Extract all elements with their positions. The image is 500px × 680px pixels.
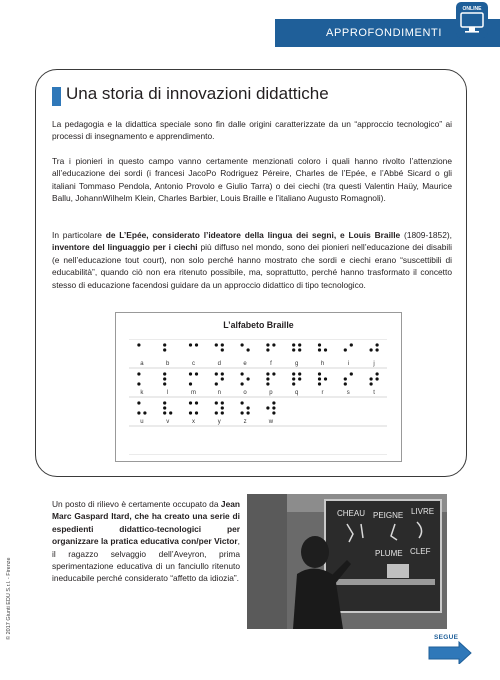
braille-dot: [169, 411, 172, 414]
braille-dot: [350, 372, 353, 375]
braille-dot: [163, 348, 166, 351]
braille-dot: [292, 372, 295, 375]
braille-dot: [298, 372, 301, 375]
braille-dot: [376, 372, 379, 375]
braille-dot: [189, 382, 192, 385]
braille-dot: [272, 372, 275, 375]
braille-cell-y: [215, 401, 224, 425]
braille-cell-j: [370, 343, 379, 367]
copyright-vertical: © 2017 Giunti EDU S.r.l. - Firenze: [6, 557, 12, 640]
photo-word-1: CHEAU: [337, 509, 366, 518]
braille-cell-z: [241, 401, 250, 425]
braille-letter-label: o: [243, 390, 247, 396]
braille-dot: [215, 411, 218, 414]
braille-dot: [137, 372, 140, 375]
braille-letter-label: k: [140, 390, 144, 396]
braille-dot: [195, 411, 198, 414]
next-page-label: SEGUE: [434, 634, 459, 641]
paragraph-itard: Un posto di rilievo è certamente occupato da Jean Marc Gaspard Itard, che ha creato una serie di espedienti didattico-tecnologici per organizzare la pratica educativa con/per Victor, il ragazzo selvaggio dell’Aveyron, prima sperimentazione educativa di un fanciullo ritenuto ineducabile perché considerato “affetto da idiozia”.: [52, 499, 240, 584]
braille-dot: [241, 382, 244, 385]
braille-dot: [370, 382, 373, 385]
braille-dot: [221, 372, 224, 375]
braille-dot: [215, 382, 218, 385]
braille-dot: [298, 348, 301, 351]
braille-letter-label: j: [373, 361, 375, 367]
braille-cell-f: [266, 343, 275, 367]
braille-cell-q: [292, 372, 301, 396]
braille-grid: [129, 339, 387, 455]
braille-dot: [195, 401, 198, 404]
braille-dot: [318, 348, 321, 351]
braille-table: [129, 339, 387, 455]
braille-cell-c: [189, 343, 198, 367]
braille-letter-label: e: [243, 361, 247, 367]
online-monitor-icon[interactable]: [452, 0, 492, 40]
braille-dot: [163, 411, 166, 414]
braille-dot: [272, 343, 275, 346]
photo-word-3: LIVRE: [411, 507, 435, 516]
paragraph-epee-braille: In particolare de L’Epée, considerato l’ideatore della lingua dei segni, e Louis Braille (1809-1852), inventore del linguaggio per i ciechi più diffuso nel mondo, sono dei pionieri nell’educazione dei disabili (e nell’educazione tout court), non solo perché hanno mostrato che sordi e ciechi erano “suscettibili di educabilità”, quando ciò non era ritenuto possibile, ma, soprattutto, perché hanno trasformato il concetto stesso di educazione facendosi guidare da un approccio didattico di tipo tecnologico.: [52, 230, 453, 290]
braille-cell-s: [344, 372, 353, 396]
photo-word-4: PLUME: [375, 549, 403, 558]
braille-letter-label: l: [167, 390, 169, 396]
braille-letter-label: t: [373, 390, 375, 396]
braille-letter-label: w: [268, 419, 274, 425]
braille-dot: [298, 377, 301, 380]
blackboard-photo: [247, 494, 447, 629]
braille-dot: [221, 343, 224, 346]
braille-dot: [292, 348, 295, 351]
braille-cell-w: [266, 401, 275, 425]
arrow-right-icon: [425, 634, 475, 664]
braille-dot: [137, 411, 140, 414]
braille-letter-label: g: [295, 361, 299, 367]
braille-letter-label: c: [192, 361, 195, 367]
braille-dot: [163, 401, 166, 404]
braille-cell-m: [189, 372, 198, 396]
braille-letter-label: v: [166, 419, 170, 425]
braille-letter-label: d: [217, 361, 221, 367]
braille-letter-label: y: [217, 419, 221, 425]
braille-dot: [376, 343, 379, 346]
braille-letter-label: b: [166, 361, 170, 367]
braille-letter-label: z: [243, 419, 247, 425]
braille-dot: [318, 343, 321, 346]
braille-dot: [266, 348, 269, 351]
braille-dot: [298, 343, 301, 346]
braille-dot: [272, 411, 275, 414]
braille-cell-a: [137, 343, 144, 367]
braille-dot: [221, 411, 224, 414]
braille-dot: [292, 377, 295, 380]
braille-dot: [163, 382, 166, 385]
figure-title: L’alfabeto Braille: [223, 320, 294, 330]
braille-dot: [215, 401, 218, 404]
braille-dot: [241, 343, 244, 346]
braille-letter-label: q: [295, 390, 299, 396]
braille-cell-x: [189, 401, 198, 425]
braille-dot: [163, 343, 166, 346]
braille-dot: [318, 382, 321, 385]
braille-cell-r: [318, 372, 327, 396]
braille-dot: [241, 372, 244, 375]
braille-letter-label: r: [321, 390, 324, 396]
braille-dot: [143, 411, 146, 414]
braille-dot: [163, 377, 166, 380]
braille-dot: [266, 372, 269, 375]
braille-dot: [272, 406, 275, 409]
braille-letter-label: f: [270, 361, 272, 367]
braille-dot: [195, 372, 198, 375]
braille-cell-e: [241, 343, 250, 367]
braille-cell-t: [370, 372, 379, 396]
braille-dot: [324, 348, 327, 351]
braille-dot: [247, 348, 250, 351]
online-label: ONLINE: [462, 6, 482, 12]
braille-cell-n: [215, 372, 224, 396]
braille-dot: [215, 343, 218, 346]
braille-dot: [344, 348, 347, 351]
braille-dot: [221, 348, 224, 351]
braille-dot: [189, 401, 192, 404]
braille-dot: [344, 377, 347, 380]
braille-dot: [247, 411, 250, 414]
braille-dot: [318, 377, 321, 380]
braille-cell-k: [137, 372, 144, 396]
braille-dot: [272, 401, 275, 404]
braille-dot: [163, 406, 166, 409]
braille-dot: [324, 377, 327, 380]
braille-cell-l: [163, 372, 168, 396]
paragraph-pioneers: Tra i pionieri in questo campo vanno certamente menzionati coloro i quali hanno rivolto l’attenzione all’educazione dei sordi (i francesi JacoPo Rodriguez Péreire, Charles de l’Epée, e l’Abbé Sicard o gli italiani Tommaso Pendola, Antonio Provolo e Giulio Tarra) o dei ciechi (tra questi Valentin Haüy, Maurice Ballu, JohannWilhelm Klein, Charles Barbier, Louis Braille e l’italiano Augusto Romagnoli).: [52, 156, 452, 204]
page-title: Una storia di innovazioni didattiche: [66, 84, 329, 103]
braille-cell-d: [215, 343, 224, 367]
braille-dot: [370, 348, 373, 351]
braille-dot: [241, 401, 244, 404]
braille-dot: [163, 372, 166, 375]
braille-cell-g: [292, 343, 301, 367]
braille-cell-v: [163, 401, 172, 425]
braille-letter-label: h: [320, 361, 325, 367]
braille-dot: [189, 411, 192, 414]
braille-dot: [376, 377, 379, 380]
braille-letter-label: m: [191, 390, 196, 396]
braille-cell-b: [163, 343, 170, 367]
next-page-button[interactable]: [425, 634, 475, 664]
braille-dot: [221, 406, 224, 409]
braille-letter-label: x: [192, 419, 195, 425]
braille-dot: [318, 372, 321, 375]
braille-dot: [292, 382, 295, 385]
braille-dot: [215, 372, 218, 375]
braille-letter-label: u: [140, 419, 144, 425]
braille-letter-label: s: [346, 390, 350, 396]
braille-dot: [350, 343, 353, 346]
section-label: APPROFONDIMENTI: [326, 27, 442, 39]
braille-dot: [266, 406, 269, 409]
braille-dot: [376, 348, 379, 351]
braille-dot: [137, 343, 140, 346]
braille-letter-label: n: [217, 390, 221, 396]
braille-dot: [344, 382, 347, 385]
braille-dot: [266, 382, 269, 385]
photo-word-2: PEIGNE: [373, 511, 404, 520]
braille-cell-p: [266, 372, 275, 396]
braille-dot: [370, 377, 373, 380]
braille-dot: [266, 377, 269, 380]
braille-dot: [221, 401, 224, 404]
braille-letter-label: a: [140, 361, 144, 367]
title-accent-bar: [52, 87, 61, 106]
braille-dot: [137, 401, 140, 404]
braille-dot: [189, 372, 192, 375]
braille-cell-u: [137, 401, 146, 425]
braille-dot: [247, 377, 250, 380]
braille-dot: [247, 406, 250, 409]
braille-dot: [241, 411, 244, 414]
braille-cell-i: [344, 343, 353, 367]
braille-dot: [221, 377, 224, 380]
braille-alphabet-figure: [115, 312, 402, 462]
braille-letter-label: i: [347, 361, 349, 367]
photo-word-5: CLEF: [410, 547, 431, 556]
paragraph-intro: La pedagogia e la didattica speciale sono fin dalle origini caratterizzate da un “approccio tecnologico” ai processi di insegnamento e apprendimento.: [52, 119, 452, 142]
braille-dot: [195, 343, 198, 346]
braille-dot: [292, 343, 295, 346]
braille-dot: [189, 343, 192, 346]
braille-cell-h: [318, 343, 327, 367]
braille-dot: [137, 382, 140, 385]
braille-cell-o: [241, 372, 250, 396]
braille-letter-label: p: [269, 390, 273, 396]
braille-dot: [266, 343, 269, 346]
